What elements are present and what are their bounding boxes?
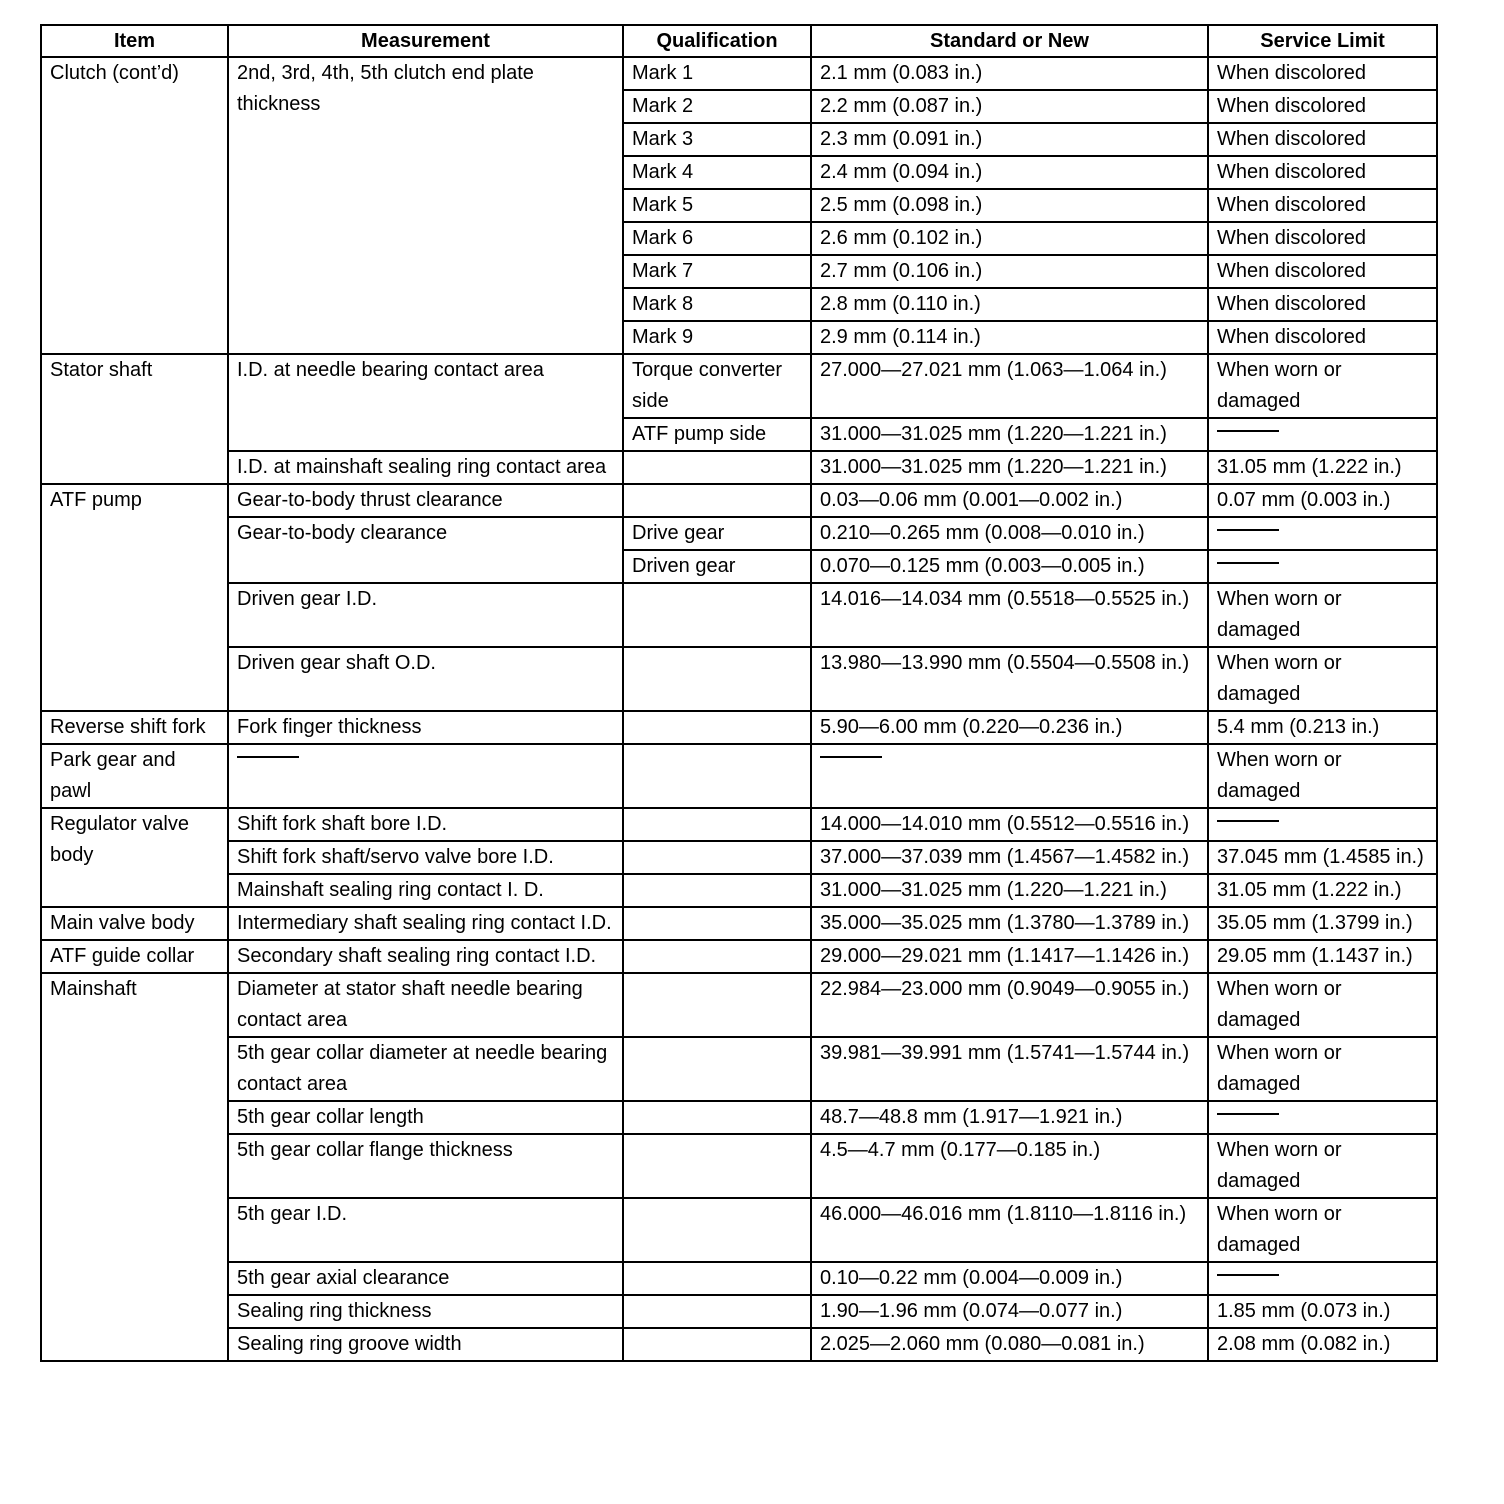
measurement-cell: 5th gear I.D. <box>228 1198 623 1262</box>
table-row <box>41 874 1437 907</box>
table-row <box>41 451 1437 484</box>
standard-cell: 2.025—2.060 mm (0.080—0.081 in.) <box>811 1328 1208 1361</box>
table-row <box>41 808 1437 841</box>
item-cell: Mainshaft <box>41 973 228 1361</box>
standard-cell: 31.000—31.025 mm (1.220—1.221 in.) <box>811 451 1208 484</box>
measurement-cell: Gear-to-body thrust clearance <box>228 484 623 517</box>
standard-cell: 2.3 mm (0.091 in.) <box>811 123 1208 156</box>
table-row <box>41 907 1437 940</box>
table-row <box>41 940 1437 973</box>
qualification-cell <box>623 907 811 940</box>
qualification-cell: Mark 1 <box>623 57 811 90</box>
limit-cell: When worn or damaged <box>1208 973 1437 1037</box>
dash-mark <box>237 756 299 758</box>
table-row <box>41 1101 1437 1134</box>
limit-cell: When discolored <box>1208 156 1437 189</box>
standard-cell: 39.981—39.991 mm (1.5741—1.5744 in.) <box>811 1037 1208 1101</box>
limit-cell: When discolored <box>1208 255 1437 288</box>
qualification-cell <box>623 1295 811 1328</box>
table-row <box>41 1295 1437 1328</box>
limit-cell: When worn or damaged <box>1208 1198 1437 1262</box>
dash-mark <box>1217 820 1279 822</box>
qualification-cell <box>623 1101 811 1134</box>
measurement-cell: 5th gear collar length <box>228 1101 623 1134</box>
dash-mark <box>1217 1113 1279 1115</box>
limit-cell: 5.4 mm (0.213 in.) <box>1208 711 1437 744</box>
limit-cell: When worn or damaged <box>1208 583 1437 647</box>
table-row <box>41 57 1437 90</box>
standard-cell: 1.90—1.96 mm (0.074—0.077 in.) <box>811 1295 1208 1328</box>
qualification-cell: Driven gear <box>623 550 811 583</box>
standard-cell: 46.000—46.016 mm (1.8110—1.8116 in.) <box>811 1198 1208 1262</box>
standard-cell: 0.10—0.22 mm (0.004—0.009 in.) <box>811 1262 1208 1295</box>
qualification-cell <box>623 711 811 744</box>
limit-cell: When discolored <box>1208 222 1437 255</box>
measurement-cell: Gear-to-body clearance <box>228 517 623 583</box>
qualification-cell <box>623 874 811 907</box>
limit-cell: When worn or damaged <box>1208 744 1437 808</box>
qualification-cell <box>623 744 811 808</box>
limit-cell: 35.05 mm (1.3799 in.) <box>1208 907 1437 940</box>
header-row <box>41 25 1437 57</box>
standard-cell: 2.2 mm (0.087 in.) <box>811 90 1208 123</box>
dash-mark <box>1217 430 1279 432</box>
limit-cell: 31.05 mm (1.222 in.) <box>1208 451 1437 484</box>
standard-cell: 2.9 mm (0.114 in.) <box>811 321 1208 354</box>
measurement-cell: Driven gear shaft O.D. <box>228 647 623 711</box>
limit-cell: 31.05 mm (1.222 in.) <box>1208 874 1437 907</box>
item-cell: ATF pump <box>41 484 228 711</box>
table-row <box>41 841 1437 874</box>
limit-cell: 29.05 mm (1.1437 in.) <box>1208 940 1437 973</box>
qualification-cell <box>623 451 811 484</box>
table-row <box>41 484 1437 517</box>
table-row <box>41 583 1437 647</box>
measurement-cell: Driven gear I.D. <box>228 583 623 647</box>
limit-cell: When worn or damaged <box>1208 1037 1437 1101</box>
measurement-cell: 2nd, 3rd, 4th, 5th clutch end plate thickness <box>228 57 623 354</box>
measurement-cell: Sealing ring thickness <box>228 1295 623 1328</box>
measurement-cell: Diameter at stator shaft needle bearing contact area <box>228 973 623 1037</box>
measurement-cell: Secondary shaft sealing ring contact I.D. <box>228 940 623 973</box>
measurement-cell: Intermediary shaft sealing ring contact I.D. <box>228 907 623 940</box>
standard-cell: 5.90—6.00 mm (0.220—0.236 in.) <box>811 711 1208 744</box>
standard-cell: 2.7 mm (0.106 in.) <box>811 255 1208 288</box>
header-service-limit: Service Limit <box>1208 25 1437 57</box>
table-row <box>41 1198 1437 1262</box>
item-cell: Clutch (cont’d) <box>41 57 228 354</box>
limit-cell: 37.045 mm (1.4585 in.) <box>1208 841 1437 874</box>
limit-cell: 2.08 mm (0.082 in.) <box>1208 1328 1437 1361</box>
qualification-cell: Mark 4 <box>623 156 811 189</box>
measurement-cell: 5th gear axial clearance <box>228 1262 623 1295</box>
qualification-cell: Mark 6 <box>623 222 811 255</box>
qualification-cell: Mark 9 <box>623 321 811 354</box>
limit-cell: When worn or damaged <box>1208 1134 1437 1198</box>
qualification-cell <box>623 940 811 973</box>
table-row <box>41 744 1437 808</box>
standard-cell: 4.5—4.7 mm (0.177—0.185 in.) <box>811 1134 1208 1198</box>
standard-cell: 2.1 mm (0.083 in.) <box>811 57 1208 90</box>
measurement-cell: Shift fork shaft bore I.D. <box>228 808 623 841</box>
qualification-cell: Mark 8 <box>623 288 811 321</box>
table-row <box>41 973 1437 1037</box>
measurement-cell: I.D. at needle bearing contact area <box>228 354 623 451</box>
standard-cell: 13.980—13.990 mm (0.5504—0.5508 in.) <box>811 647 1208 711</box>
standard-cell: 22.984—23.000 mm (0.9049—0.9055 in.) <box>811 973 1208 1037</box>
limit-cell <box>1208 808 1437 841</box>
measurement-cell: Sealing ring groove width <box>228 1328 623 1361</box>
header-item: Item <box>41 25 228 57</box>
item-cell: Main valve body <box>41 907 228 940</box>
item-cell: Reverse shift fork <box>41 711 228 744</box>
standard-cell: 2.5 mm (0.098 in.) <box>811 189 1208 222</box>
header-qualification: Qualification <box>623 25 811 57</box>
table-row <box>41 517 1437 550</box>
limit-cell: When discolored <box>1208 90 1437 123</box>
standard-cell: 2.6 mm (0.102 in.) <box>811 222 1208 255</box>
table-row <box>41 1037 1437 1101</box>
limit-cell <box>1208 418 1437 451</box>
standard-cell: 29.000—29.021 mm (1.1417—1.1426 in.) <box>811 940 1208 973</box>
limit-cell: When discolored <box>1208 57 1437 90</box>
measurement-cell <box>228 744 623 808</box>
qualification-cell <box>623 1037 811 1101</box>
qualification-cell <box>623 1328 811 1361</box>
qualification-cell: Mark 7 <box>623 255 811 288</box>
dash-mark <box>820 756 882 758</box>
limit-cell: 1.85 mm (0.073 in.) <box>1208 1295 1437 1328</box>
header-measurement: Measurement <box>228 25 623 57</box>
table-row <box>41 1134 1437 1198</box>
limit-cell: When discolored <box>1208 321 1437 354</box>
item-cell: Regulator valve body <box>41 808 228 907</box>
standard-cell: 2.8 mm (0.110 in.) <box>811 288 1208 321</box>
standard-cell: 2.4 mm (0.094 in.) <box>811 156 1208 189</box>
measurement-cell: 5th gear collar flange thickness <box>228 1134 623 1198</box>
dash-mark <box>1217 562 1279 564</box>
qualification-cell <box>623 1198 811 1262</box>
header-standard: Standard or New <box>811 25 1208 57</box>
standard-cell: 0.03—0.06 mm (0.001—0.002 in.) <box>811 484 1208 517</box>
qualification-cell: Mark 3 <box>623 123 811 156</box>
qualification-cell <box>623 647 811 711</box>
measurement-cell: Shift fork shaft/servo valve bore I.D. <box>228 841 623 874</box>
qualification-cell: Mark 5 <box>623 189 811 222</box>
standard-cell: 31.000—31.025 mm (1.220—1.221 in.) <box>811 418 1208 451</box>
measurement-cell: I.D. at mainshaft sealing ring contact area <box>228 451 623 484</box>
table-row <box>41 647 1437 711</box>
qualification-cell: Torque converter side <box>623 354 811 418</box>
standard-cell: 31.000—31.025 mm (1.220—1.221 in.) <box>811 874 1208 907</box>
qualification-cell: Drive gear <box>623 517 811 550</box>
table-row <box>41 354 1437 418</box>
item-cell: Park gear and pawl <box>41 744 228 808</box>
measurement-cell: 5th gear collar diameter at needle bearing contact area <box>228 1037 623 1101</box>
limit-cell <box>1208 1101 1437 1134</box>
standard-cell: 48.7—48.8 mm (1.917—1.921 in.) <box>811 1101 1208 1134</box>
limit-cell: When discolored <box>1208 288 1437 321</box>
qualification-cell: ATF pump side <box>623 418 811 451</box>
item-cell: ATF guide collar <box>41 940 228 973</box>
limit-cell <box>1208 517 1437 550</box>
qualification-cell <box>623 583 811 647</box>
service-spec-table <box>40 24 1438 1362</box>
limit-cell: 0.07 mm (0.003 in.) <box>1208 484 1437 517</box>
standard-cell <box>811 744 1208 808</box>
standard-cell: 14.000—14.010 mm (0.5512—0.5516 in.) <box>811 808 1208 841</box>
qualification-cell <box>623 484 811 517</box>
measurement-cell: Fork finger thickness <box>228 711 623 744</box>
standard-cell: 0.070—0.125 mm (0.003—0.005 in.) <box>811 550 1208 583</box>
dash-mark <box>1217 1274 1279 1276</box>
standard-cell: 35.000—35.025 mm (1.3780—1.3789 in.) <box>811 907 1208 940</box>
qualification-cell <box>623 973 811 1037</box>
qualification-cell: Mark 2 <box>623 90 811 123</box>
limit-cell: When worn or damaged <box>1208 354 1437 418</box>
table-row <box>41 1262 1437 1295</box>
qualification-cell <box>623 1262 811 1295</box>
dash-mark <box>1217 529 1279 531</box>
qualification-cell <box>623 1134 811 1198</box>
qualification-cell <box>623 808 811 841</box>
table-row <box>41 1328 1437 1361</box>
standard-cell: 27.000—27.021 mm (1.063—1.064 in.) <box>811 354 1208 418</box>
qualification-cell <box>623 841 811 874</box>
limit-cell: When discolored <box>1208 123 1437 156</box>
limit-cell <box>1208 1262 1437 1295</box>
limit-cell <box>1208 550 1437 583</box>
measurement-cell: Mainshaft sealing ring contact I. D. <box>228 874 623 907</box>
table-row <box>41 711 1437 744</box>
standard-cell: 14.016—14.034 mm (0.5518—0.5525 in.) <box>811 583 1208 647</box>
item-cell: Stator shaft <box>41 354 228 484</box>
standard-cell: 37.000—37.039 mm (1.4567—1.4582 in.) <box>811 841 1208 874</box>
standard-cell: 0.210—0.265 mm (0.008—0.010 in.) <box>811 517 1208 550</box>
limit-cell: When worn or damaged <box>1208 647 1437 711</box>
limit-cell: When discolored <box>1208 189 1437 222</box>
